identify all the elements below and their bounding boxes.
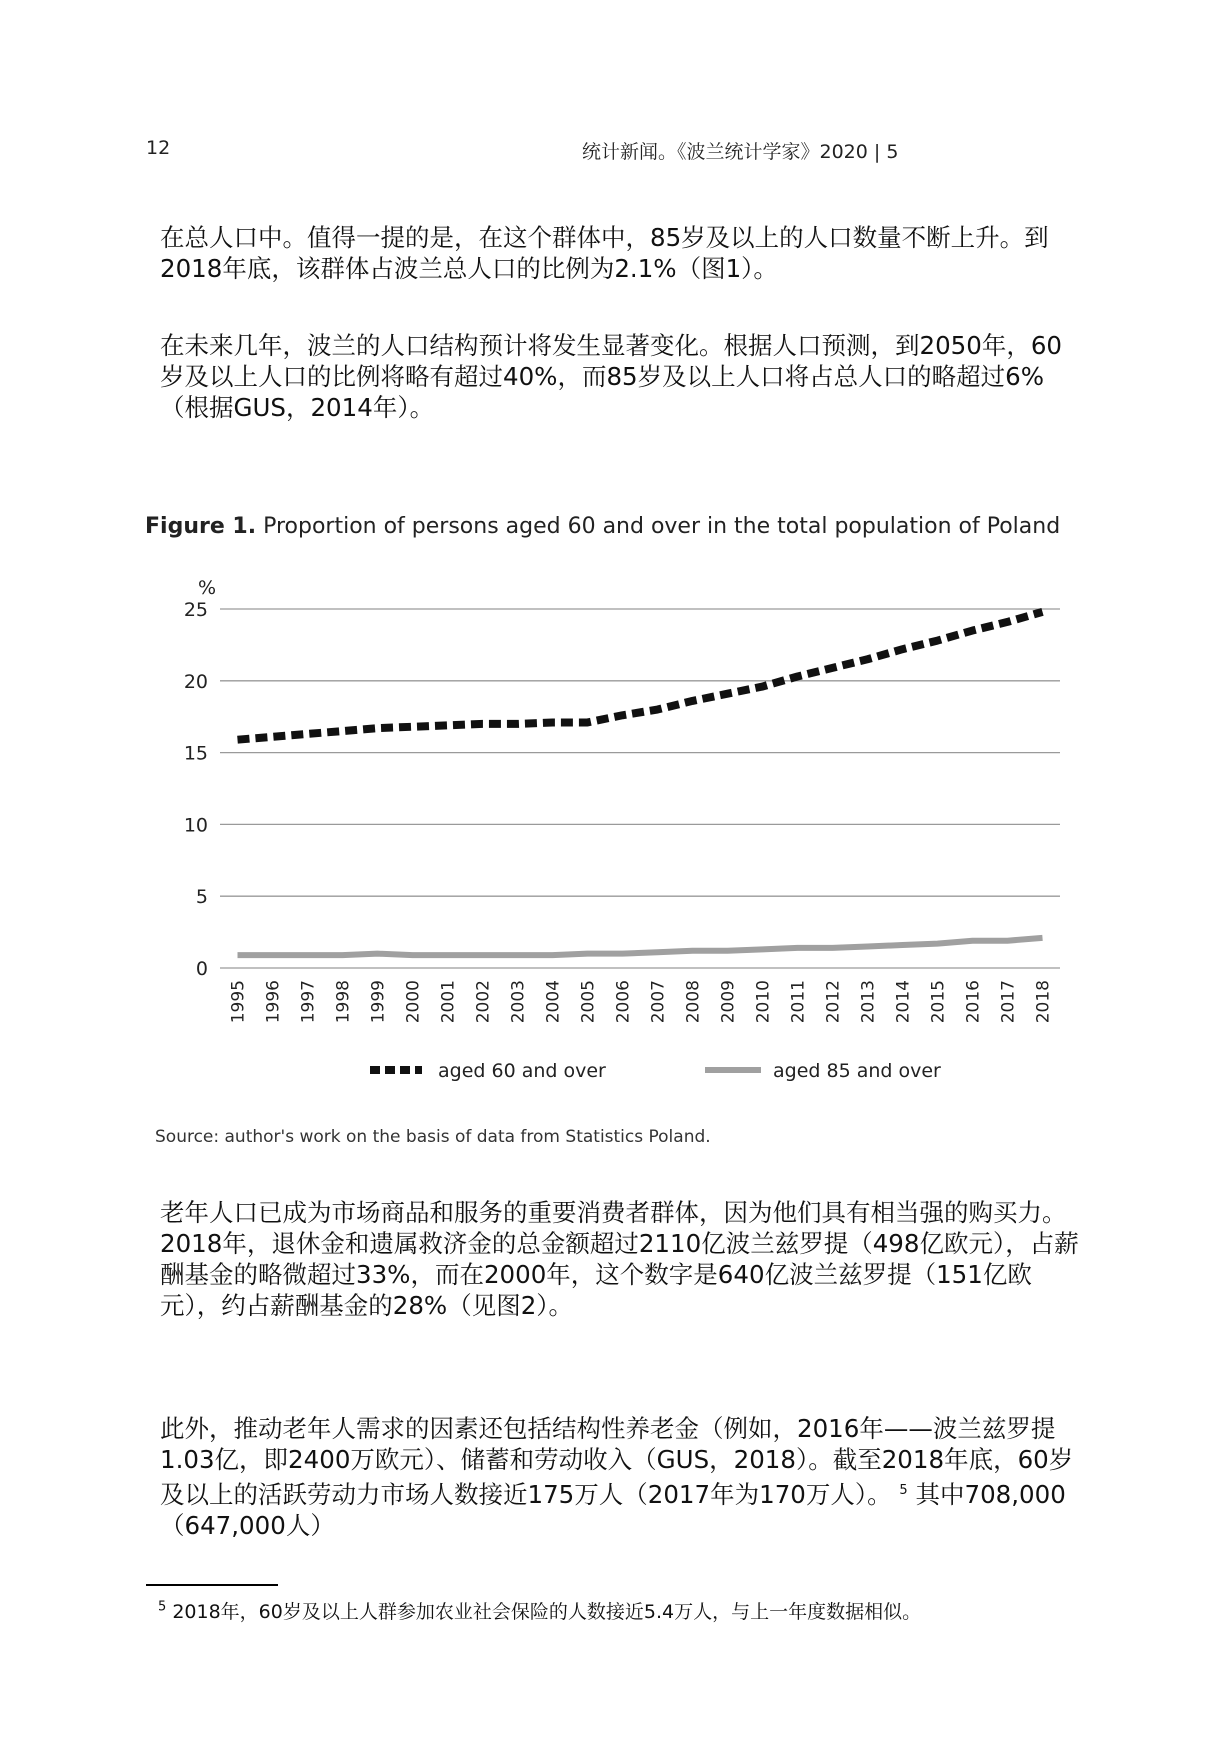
paragraph-4-main: 此外，推动老年人需求的因素还包括结构性养老金（例如，2016年——波兰兹罗提1.03亿，即2400万欧元）、储蓄和劳动收入（GUS，2018）。截至2018年底，60岁及以上的活跃劳动力市场人数接近175万人（2017年为170万人）。 (160, 1414, 1074, 1510)
x-tick-label: 2007 (648, 980, 669, 1024)
x-tick-label: 2010 (753, 980, 774, 1024)
footnote-marker: 5 (158, 1599, 167, 1615)
figure-caption-text: Proportion of persons aged 60 and over in the total population of Poland (263, 514, 1061, 539)
y-tick-label: 15 (183, 742, 208, 765)
x-tick-label: 2009 (718, 980, 739, 1024)
footnote-ref[interactable]: 5 (899, 1483, 908, 1498)
y-tick-label: 20 (183, 670, 208, 693)
x-tick-label: 2008 (683, 980, 704, 1024)
paragraph-2: 在未来几年，波兰的人口结构预计将发生显著变化。根据人口预测，到2050年，60岁及以上人口的比例将略有超过40%，而85岁及以上人口将占总人口的略超过6%（根据GUS，2014年）。 (160, 331, 1063, 422)
series-line-aged-85 (238, 938, 1043, 955)
y-axis-label: % (198, 577, 217, 599)
x-tick-label: 2013 (858, 980, 879, 1024)
x-tick-label: 2016 (963, 980, 984, 1024)
x-tick-label: 2002 (473, 980, 494, 1024)
x-tick-label: 2017 (998, 980, 1019, 1024)
x-tick-label: 2001 (438, 980, 459, 1024)
y-tick-label: 10 (183, 814, 208, 837)
x-tick-label: 2006 (613, 980, 634, 1024)
y-tick-label: 5 (195, 886, 208, 909)
x-tick-label: 1999 (368, 980, 389, 1024)
page-number: 12 (146, 137, 171, 159)
figure-caption (145, 514, 1060, 539)
line-chart (130, 560, 1090, 1100)
x-tick-label: 2012 (823, 980, 844, 1024)
figure-source: Source: author's work on the basis of data from Statistics Poland. (155, 1127, 711, 1147)
x-tick-label: 2015 (928, 980, 949, 1024)
footnote-text: 2018年，60岁及以上人群参加农业社会保险的人数接近5.4万人，与上一年度数据相似。 (172, 1601, 922, 1623)
footnote (158, 1597, 921, 1624)
x-tick-label: 2003 (508, 980, 529, 1024)
x-tick-label: 1997 (298, 980, 319, 1024)
x-tick-label: 2005 (578, 980, 599, 1024)
footnote-divider (146, 1584, 278, 1586)
x-tick-label: 2014 (893, 980, 914, 1024)
x-tick-label: 2018 (1033, 980, 1054, 1024)
legend-label: aged 85 and over (773, 1060, 941, 1082)
x-tick-label: 1996 (263, 980, 284, 1024)
x-tick-label: 1998 (333, 980, 354, 1024)
x-tick-label: 1995 (228, 980, 249, 1024)
legend-label: aged 60 and over (438, 1060, 606, 1082)
x-tick-label: 2011 (788, 980, 809, 1024)
paragraph-3: 老年人口已成为市场商品和服务的重要消费者群体，因为他们具有相当强的购买力。2018年，退休金和遗属救济金的总金额超过2110亿波兰兹罗提（498亿欧元），占薪酬基金的略微超过33%，而在2000年，这个数字是640亿波兰兹罗提（151亿欧元），约占薪酬基金的28%（见图2）。 (160, 1198, 1079, 1320)
x-tick-label: 2004 (543, 980, 564, 1024)
y-tick-label: 25 (183, 599, 208, 621)
paragraph-4 (160, 1413, 1080, 1541)
y-tick-label: 0 (195, 958, 208, 980)
x-tick-label: 2000 (403, 980, 424, 1024)
paragraph-1: 在总人口中。值得一提的是，在这个群体中，85岁及以上的人口数量不断上升。到2018年底，该群体占波兰总人口的比例为2.1%（图1）。 (160, 223, 1049, 283)
paragraph-4-tail: 其中708,000（647,000人） (160, 1480, 1066, 1541)
series-line-aged-60 (238, 612, 1043, 740)
figure-label: Figure 1. (145, 514, 257, 539)
running-title: 统计新闻。《波兰统计学家》2020 | 5 (582, 141, 899, 163)
